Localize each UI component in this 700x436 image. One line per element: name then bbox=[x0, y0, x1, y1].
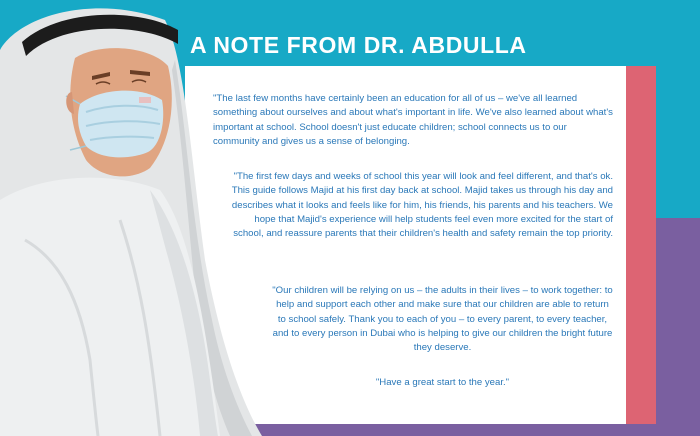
pink-accent-strip bbox=[624, 66, 656, 424]
note-paragraph: "The last few months have certainly been an education for all of us – we've all learned something about ourselves and about what's important in life. We've also learned about what's important at school. School doesn't just educate children; school connects us to our community and gives us a sense of belonging. bbox=[213, 93, 613, 147]
note-paragraph: "The first few days and weeks of school this year will look and feel different, and that's ok. This guide follows Majid at his first day back at school. Majid takes us through his day and describes what it looks and feels like for him, his friends, his parents and his teachers. We hope that Majid's experience will help students feel even more excited for the start of school, and reassure parents that their children's health and safety remain the top priority. bbox=[231, 171, 613, 240]
page-title: A NOTE FROM DR. ABDULLA bbox=[190, 32, 527, 58]
note-paragraph: "Our children will be relying on us – the adults in their lives – to work together: to help and support each other and make sure that our children are able to return to school safely. Thank you to each of you – to every parent, to every teacher, and to every person in Dubai who is helping to give our children the bright future they deserve. bbox=[272, 285, 613, 354]
closing-line: "Have a great start to the year." bbox=[375, 377, 510, 388]
